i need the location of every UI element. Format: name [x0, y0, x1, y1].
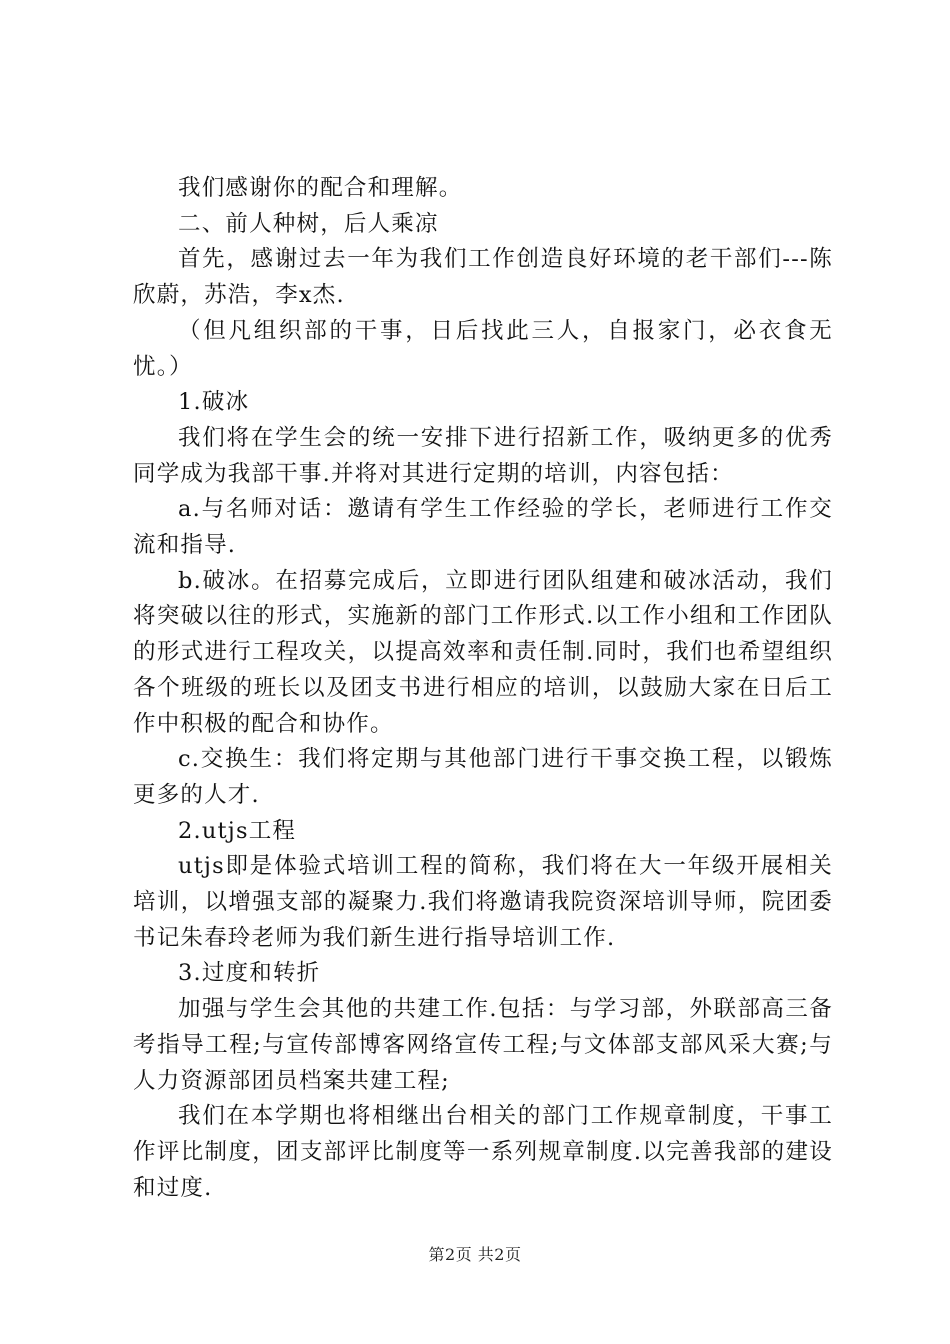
subsection-heading: 2.utjs工程: [178, 817, 297, 844]
list-item: b.破冰。在招募完成后，立即进行团队组建和破冰活动，我们将突破以往的形式，实施新的部门工作形式.以工作小组和工作团队的形式进行工程攻关，以提高效率和责任制.同时，我们也希望组织各个班级的班长以及团支书进行相应的培训，以鼓励大家在日后工作中积极的配合和协作。: [133, 567, 833, 737]
paragraph: 加强与学生会其他的共建工作.包括：与学习部，外联部高三备考指导工程;与宣传部博客网络宣传工程;与文体部支部风采大赛;与人力资源部团员档案共建工程;: [133, 996, 833, 1094]
subsection-heading: 1.破冰: [178, 389, 250, 416]
subsection-heading: 3.过度和转折: [178, 960, 321, 987]
list-item: c.交换生：我们将定期与其他部门进行干事交换工程，以锻炼更多的人才.: [133, 746, 833, 808]
paragraph: 我们在本学期也将相继出台相关的部门工作规章制度，干事工作评比制度，团支部评比制度等一系列规章制度.以完善我部的建设和过度.: [133, 1103, 833, 1201]
section-heading: 二、前人种树，后人乘凉: [178, 210, 439, 237]
paragraph: 首先，感谢过去一年为我们工作创造良好环境的老干部们---陈欣蔚，苏浩，李x杰.: [133, 246, 833, 309]
document-body: [133, 171, 833, 1206]
page-number-footer: 第2页 共2页: [428, 1245, 522, 1264]
paragraph: 我们将在学生会的统一安排下进行招新工作，吸纳更多的优秀同学成为我部干事.并将对其进行定期的培训，内容包括：: [133, 424, 833, 487]
paragraph: utjs即是体验式培训工程的简称，我们将在大一年级开展相关培训，以增强支部的凝聚力.我们将邀请我院资深培训导师，院团委书记朱春玲老师为我们新生进行指导培训工作.: [133, 853, 833, 951]
paragraph: 我们感谢你的配合和理解。: [178, 175, 463, 201]
list-item: a.与名师对话：邀请有学生工作经验的学长，老师进行工作交流和指导.: [133, 496, 833, 559]
paragraph: （但凡组织部的干事，日后找此三人，自报家门，必衣食无忧。）: [133, 317, 833, 380]
